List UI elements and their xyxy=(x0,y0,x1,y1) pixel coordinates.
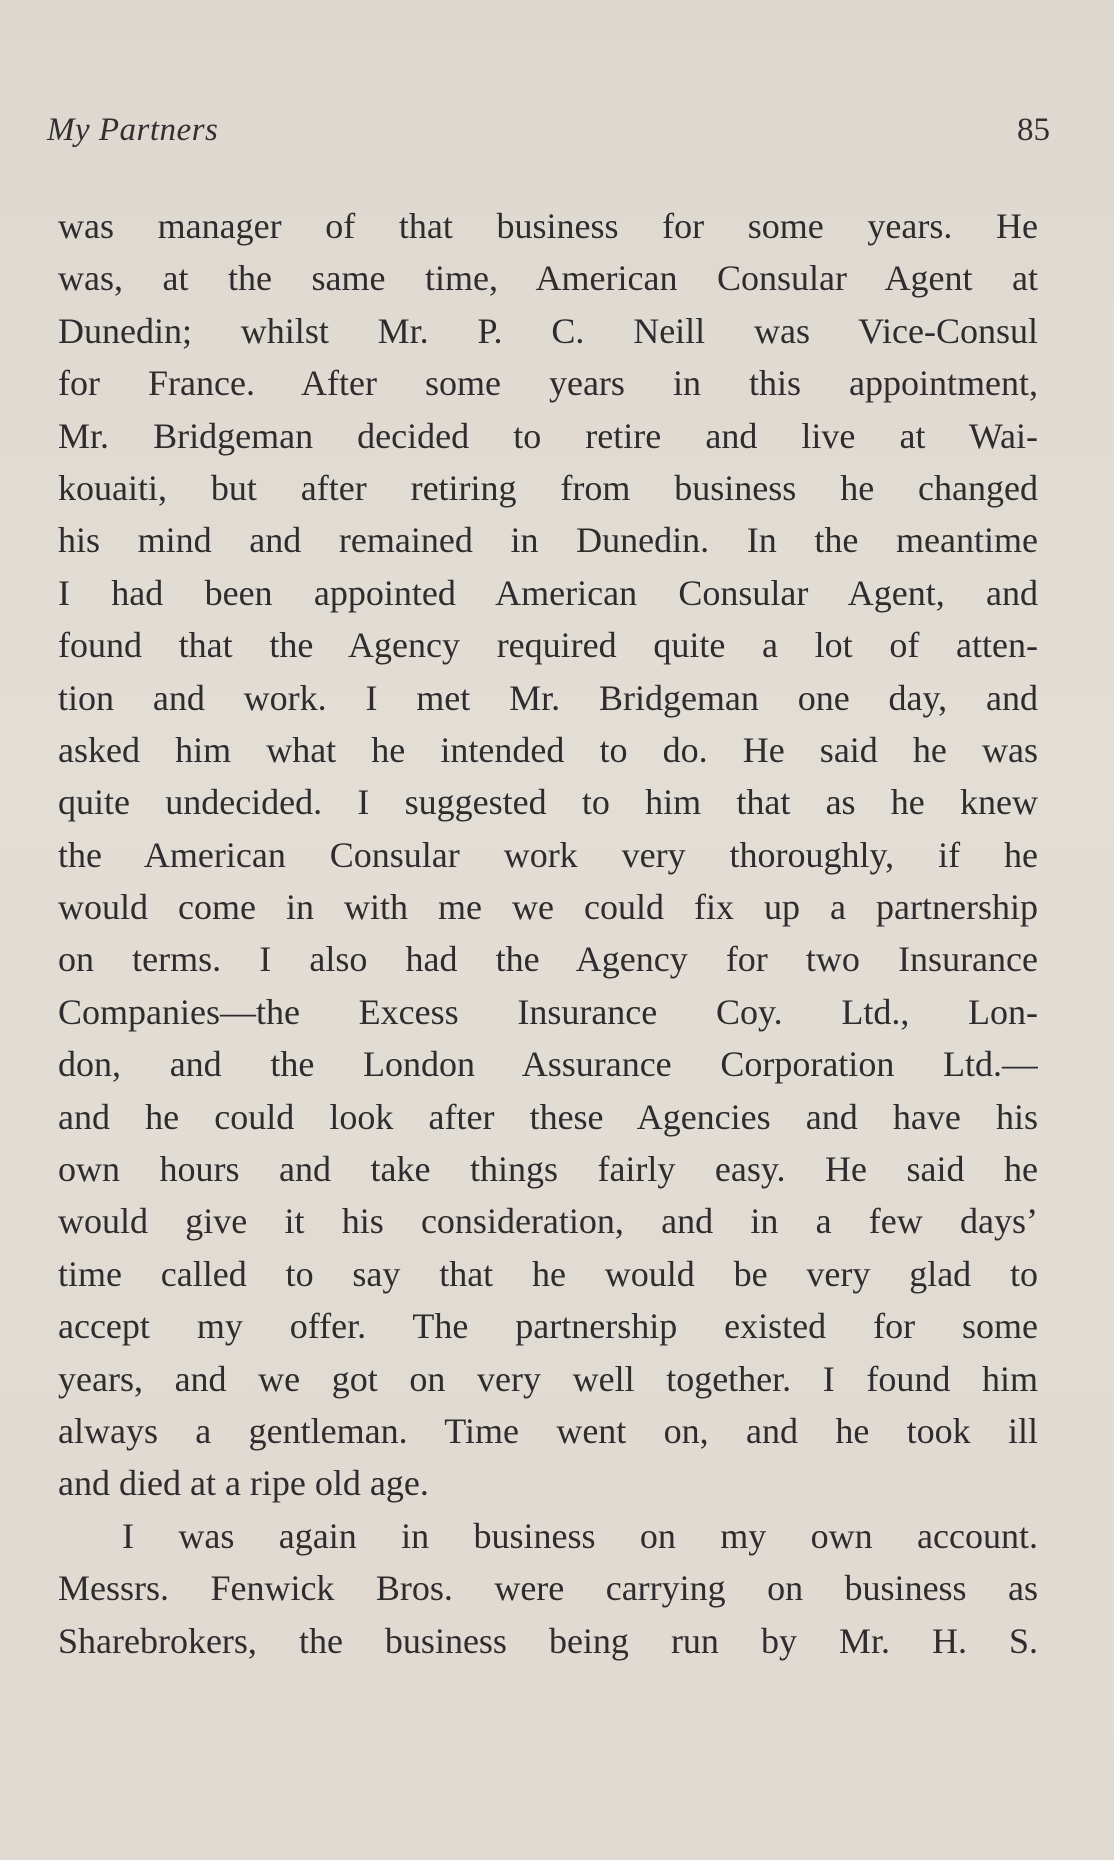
text-line: on terms. I also had the Agency for two Insurance xyxy=(58,939,1038,980)
text-line: Sharebrokers, the business being run by Mr. H. S. xyxy=(58,1620,1038,1661)
text-line: accept my offer. The partnership existed for some xyxy=(58,1306,1038,1347)
text-line: Mr. Bridgeman decided to retire and live at Wai- xyxy=(58,415,1038,456)
text-line: Messrs. Fenwick Bros. were carrying on business as xyxy=(58,1568,1038,1609)
paragraph-1 xyxy=(58,200,1038,1510)
text-line: years, and we got on very well together. I found him xyxy=(58,1358,1038,1399)
text-line: was, at the same time, American Consular Agent at xyxy=(58,258,1038,299)
text-line: would come in with me we could fix up a partnership xyxy=(58,887,1038,928)
text-line: the American Consular work very thoroughly, if he xyxy=(58,834,1038,875)
running-title: My Partners xyxy=(47,112,219,148)
text-line: I was again in business on my own account. xyxy=(122,1515,1038,1556)
text-line: would give it his consideration, and in a few days’ xyxy=(58,1201,1038,1242)
text-line: his mind and remained in Dunedin. In the meantime xyxy=(58,520,1038,561)
text-line: and he could look after these Agencies and have his xyxy=(58,1096,1038,1137)
text-line: time called to say that he would be very glad to xyxy=(58,1253,1038,1294)
text-line: asked him what he intended to do. He said he was xyxy=(58,729,1038,770)
text-line: don, and the London Assurance Corporation Ltd.— xyxy=(58,1044,1038,1085)
text-line: Companies—the Excess Insurance Coy. Ltd., Lon- xyxy=(58,991,1038,1032)
paragraph-2 xyxy=(58,1510,1038,1667)
text-line: and died at a ripe old age. xyxy=(58,1463,429,1504)
running-head xyxy=(47,112,1050,162)
text-line: own hours and take things fairly easy. He said he xyxy=(58,1149,1038,1190)
text-line: always a gentleman. Time went on, and he took ill xyxy=(58,1410,1038,1451)
text-line: kouaiti, but after retiring from business he changed xyxy=(58,467,1038,508)
page-number: 85 xyxy=(1017,112,1050,148)
text-line: Dunedin; whilst Mr. P. C. Neill was Vice-Consul xyxy=(58,310,1038,351)
text-line: quite undecided. I suggested to him that as he knew xyxy=(58,782,1038,823)
body-text xyxy=(58,200,1038,1667)
text-line: tion and work. I met Mr. Bridgeman one day, and xyxy=(58,677,1038,718)
text-line: found that the Agency required quite a lot of atten- xyxy=(58,625,1038,666)
text-line: for France. After some years in this appointment, xyxy=(58,363,1038,404)
text-line: was manager of that business for some years. He xyxy=(58,206,1038,246)
text-line: I had been appointed American Consular Agent, and xyxy=(58,572,1038,613)
